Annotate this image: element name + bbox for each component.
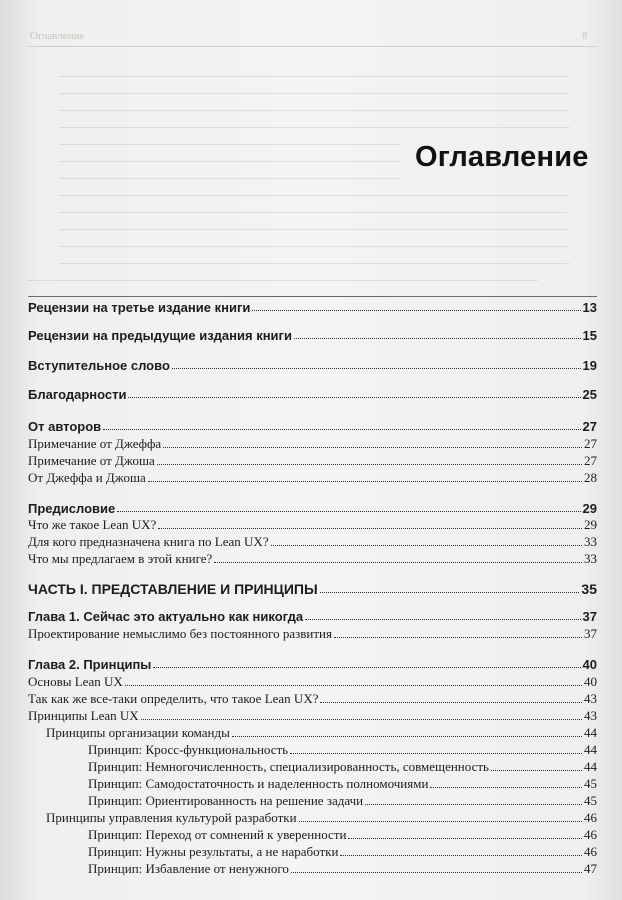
- toc-row[interactable]: [88, 860, 597, 877]
- dot-leader: [214, 562, 582, 563]
- toc-label: Принцип: Нужны результаты, а не наработки: [88, 844, 339, 859]
- dot-leader: [348, 838, 582, 839]
- toc-page-number: 47: [584, 861, 597, 876]
- toc-row[interactable]: [28, 707, 597, 724]
- toc-row[interactable]: [28, 469, 597, 486]
- toc-row[interactable]: [88, 843, 597, 860]
- toc-page-number: 33: [584, 534, 597, 549]
- toc-page-number: 15: [582, 328, 597, 343]
- toc-label: Глава 2. Принципы: [28, 657, 152, 672]
- toc-page-number: 44: [584, 725, 597, 740]
- toc-label: Принцип: Переход от сомнений к уверенности: [88, 827, 347, 842]
- toc-label: Принципы организации команды: [46, 725, 230, 740]
- toc-label: Рецензии на предыдущие издания книги: [28, 328, 292, 343]
- toc-label: Принцип: Кросс-функциональность: [88, 742, 289, 757]
- toc-page-number: 44: [584, 742, 597, 757]
- toc-row[interactable]: [46, 724, 597, 741]
- toc-page-number: 13: [582, 300, 597, 315]
- toc-label: Примечание от Джеффа: [28, 436, 162, 451]
- toc-row[interactable]: [28, 326, 597, 343]
- toc-row[interactable]: [46, 809, 597, 826]
- toc-row[interactable]: [28, 655, 597, 672]
- dot-leader: [163, 447, 582, 448]
- toc-row[interactable]: [88, 741, 597, 758]
- toc-row[interactable]: [28, 607, 597, 624]
- show-through-background: Оглавление 8: [0, 0, 622, 900]
- toc-label: Вступительное слово: [28, 358, 170, 373]
- toc-row[interactable]: [28, 298, 597, 315]
- toc-row[interactable]: [88, 826, 597, 843]
- toc-label: Принцип: Избавление от ненужного: [88, 861, 289, 876]
- toc-page-number: 40: [582, 657, 597, 672]
- page-title: Оглавление: [415, 141, 589, 173]
- dot-leader: [128, 397, 580, 398]
- dot-leader: [172, 368, 581, 369]
- toc-label: Принципы Lean UX: [28, 708, 139, 723]
- toc-row[interactable]: [28, 499, 597, 516]
- toc-label: Примечание от Джоша: [28, 453, 155, 468]
- dot-leader: [334, 637, 582, 638]
- toc-row[interactable]: [28, 673, 597, 690]
- toc-label: Предисловие: [28, 501, 116, 516]
- toc-label: Проектирование немыслимо без постоянного развития: [28, 626, 332, 641]
- dot-leader: [141, 719, 582, 720]
- toc-row[interactable]: [28, 625, 597, 642]
- toc-page-number: 44: [584, 759, 597, 774]
- dot-leader: [294, 338, 581, 339]
- toc-row-part[interactable]: [28, 578, 597, 597]
- dot-leader: [430, 787, 582, 788]
- dot-leader: [157, 464, 582, 465]
- dot-leader: [320, 702, 582, 703]
- toc-page-number: 29: [582, 501, 597, 516]
- toc-label: Глава 1. Сейчас это актуально как никогда: [28, 609, 304, 624]
- toc-page-number: 46: [584, 844, 597, 859]
- toc-page-number: 45: [584, 776, 597, 791]
- dot-leader: [365, 804, 582, 805]
- toc-page-number: 46: [584, 827, 597, 842]
- toc-row[interactable]: [28, 516, 597, 533]
- dot-leader: [320, 592, 580, 593]
- toc-page-number: 45: [584, 793, 597, 808]
- dot-leader: [148, 481, 582, 482]
- toc-label: Что мы предлагаем в этой книге?: [28, 551, 213, 566]
- toc-row[interactable]: [28, 550, 597, 567]
- dot-leader: [232, 736, 582, 737]
- toc-label: Основы Lean UX: [28, 674, 123, 689]
- toc-row[interactable]: [88, 775, 597, 792]
- dot-leader: [117, 511, 580, 512]
- toc-page-number: 35: [581, 581, 597, 597]
- dot-leader: [252, 310, 580, 311]
- toc-page-number: 43: [584, 708, 597, 723]
- dot-leader: [491, 770, 582, 771]
- toc-row[interactable]: [28, 385, 597, 402]
- toc-label: ЧАСТЬ I. ПРЕДСТАВЛЕНИЕ И ПРИНЦИПЫ: [28, 581, 318, 597]
- toc-label: Что же такое Lean UX?: [28, 517, 157, 532]
- toc-page-number: 19: [582, 358, 597, 373]
- toc-page-number: 37: [582, 609, 597, 624]
- toc-page-number: 40: [584, 674, 597, 689]
- toc-page-number: 25: [582, 387, 597, 402]
- toc-label: Благодарности: [28, 387, 127, 402]
- toc-row[interactable]: [28, 690, 597, 707]
- toc-row[interactable]: [28, 435, 597, 452]
- toc-row[interactable]: [88, 792, 597, 809]
- toc-label: Рецензии на третье издание книги: [28, 300, 251, 315]
- toc-label: Принципы управления культурой разработки: [46, 810, 297, 825]
- toc-page-number: 43: [584, 691, 597, 706]
- toc-label: Так как же все-таки определить, что такое Lean UX?: [28, 691, 319, 706]
- dot-leader: [305, 619, 580, 620]
- toc-page-number: 37: [584, 626, 597, 641]
- toc-page-number: 27: [584, 436, 597, 451]
- dot-leader: [271, 545, 582, 546]
- toc-row[interactable]: [28, 533, 597, 550]
- toc-page-number: 29: [584, 517, 597, 532]
- toc-row[interactable]: [28, 417, 597, 434]
- dot-leader: [290, 753, 582, 754]
- toc-label: Принцип: Самодостаточность и наделенность полномочиями: [88, 776, 429, 791]
- dot-leader: [340, 855, 582, 856]
- toc-label: Для кого предназначена книга по Lean UX?: [28, 534, 269, 549]
- toc-row[interactable]: [28, 356, 597, 373]
- toc-page-number: 33: [584, 551, 597, 566]
- title-divider: [28, 296, 597, 297]
- toc-row[interactable]: [28, 452, 597, 469]
- toc-page-number: 27: [584, 453, 597, 468]
- toc-row[interactable]: [88, 758, 597, 775]
- dot-leader: [291, 872, 582, 873]
- toc-label: Принцип: Ориентированность на решение задачи: [88, 793, 364, 808]
- dot-leader: [103, 429, 580, 430]
- dot-leader: [158, 528, 582, 529]
- toc-label: От Джеффа и Джоша: [28, 470, 146, 485]
- toc-page-number: 46: [584, 810, 597, 825]
- toc-label: Принцип: Немногочисленность, специализированность, совмещенность: [88, 759, 489, 774]
- dot-leader: [125, 685, 582, 686]
- toc-label: От авторов: [28, 419, 102, 434]
- dot-leader: [153, 667, 580, 668]
- dot-leader: [299, 821, 582, 822]
- toc-page-number: 27: [582, 419, 597, 434]
- toc-page-number: 28: [584, 470, 597, 485]
